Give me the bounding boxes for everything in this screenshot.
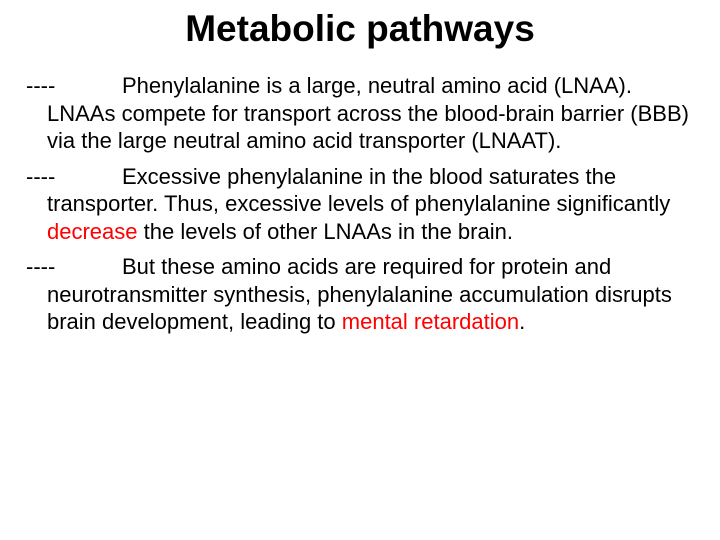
bullet-body: Phenylalanine is a large, neutral amino acid (LNAA). LNAAs compete for transport across the blood-brain barrier (BBB) via the large neutral amino acid transporter (LNAAT).	[47, 73, 689, 153]
bullet-text	[47, 254, 672, 334]
bullet-body-end: .	[519, 309, 526, 334]
bullet-text	[47, 164, 670, 244]
bullet-text	[47, 73, 689, 153]
bullet-item	[26, 163, 706, 246]
bullet-marker: ----	[26, 254, 56, 279]
highlighted-term: mental retardation	[341, 309, 520, 334]
highlighted-term: decrease	[47, 218, 138, 244]
bullet-item	[26, 253, 706, 336]
bullet-marker: ----	[26, 163, 56, 189]
bullet-list	[26, 72, 706, 344]
bullet-body-start: Excessive phenylalanine in the blood saturates the transporter. Thus, excessive levels of phenylalanine significantly	[47, 163, 671, 216]
bullet-marker: ----	[26, 73, 56, 98]
slide-title: Metabolic pathways	[185, 8, 535, 49]
bullet-item	[26, 72, 706, 155]
bullet-body-start: But these amino acids are required for protein and neurotransmitter synthesis, phenylalanine accumulation disrupts brain development, leading to	[47, 254, 672, 334]
bullet-body-end: the levels of other LNAAs in the brain.	[137, 218, 513, 244]
